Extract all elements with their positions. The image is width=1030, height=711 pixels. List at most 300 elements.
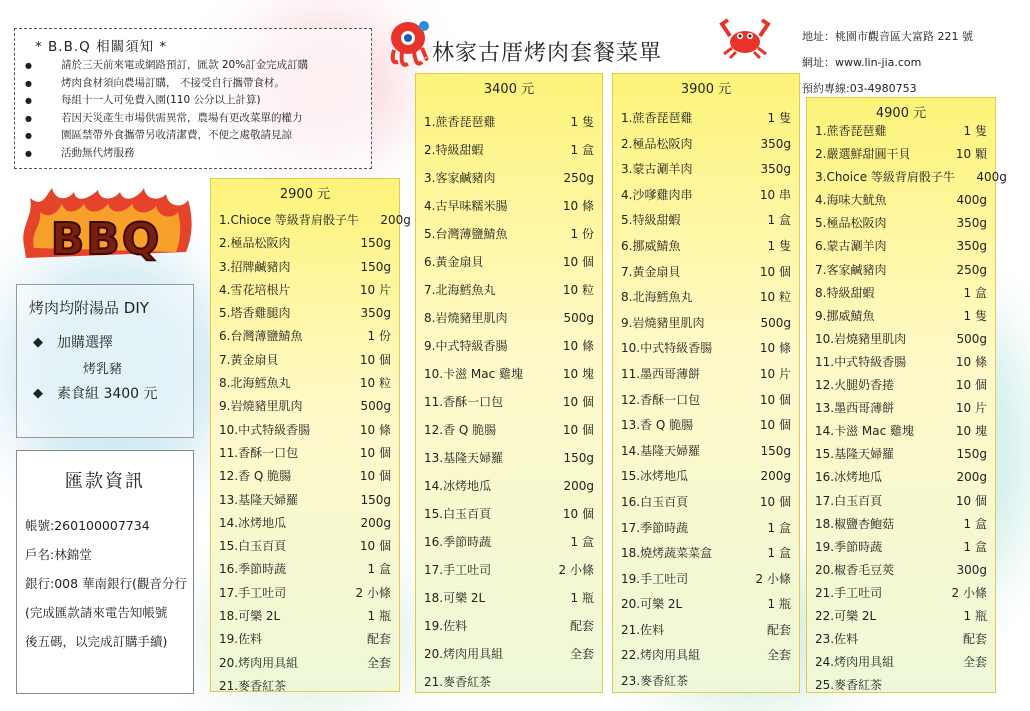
menu-item-qty: 10 塊 — [955, 424, 987, 439]
menu-item — [424, 248, 594, 276]
menu-item — [621, 592, 791, 618]
menu-item-name: 7.客家鹹豬肉 — [815, 262, 887, 277]
menu-item — [621, 388, 791, 414]
menu-item-name: 15.冰烤地瓜 — [621, 469, 689, 484]
menu-item-name: 6.黃金扇貝 — [424, 255, 484, 269]
menu-item-qty: 1 盒 — [963, 285, 987, 300]
menu-item — [815, 305, 987, 328]
menu-item-qty: 10 串 — [759, 187, 791, 202]
diy-option-label: 加購選擇 — [57, 335, 113, 351]
menu-item — [424, 164, 594, 192]
menu-item-name: 13.香 Q 脆腸 — [621, 418, 694, 433]
menu-item-name: 11.中式特級香腸 — [815, 354, 907, 369]
menu-item-qty: 10 個 — [759, 418, 791, 433]
menu-item — [424, 584, 594, 612]
menu-item-qty: 全套 — [766, 648, 791, 663]
menu-item-name: 12.火腿奶香捲 — [815, 378, 895, 393]
menu-item-qty: 150g — [563, 451, 594, 465]
menu-item-qty: 150g — [360, 492, 391, 507]
menu-price: 2900 元 — [279, 187, 331, 202]
menu-item-name: 5.特級甜蝦 — [621, 213, 681, 228]
menu-item-qty: 10 個 — [955, 493, 987, 508]
menu-item-name: 11.墨西哥薄餅 — [621, 366, 701, 381]
menu-item — [424, 416, 594, 444]
menu-item — [424, 472, 594, 500]
menu-item-qty: 10 顆 — [955, 147, 987, 162]
bank-name: 銀行:008 華南銀行(觀音分行 — [25, 576, 187, 591]
menu-item — [621, 567, 791, 593]
menu-item-qty: 350g — [760, 136, 791, 151]
menu-item-qty: 10 個 — [562, 255, 594, 269]
menu-item-qty: 1 瓶 — [767, 597, 791, 612]
menu-item-qty: 10 個 — [562, 507, 594, 521]
menu-item — [219, 465, 391, 488]
menu-item-name: 3.Choice 等級背肩骰子牛 — [815, 170, 955, 185]
menu-item — [621, 669, 791, 695]
menu-item-qty: 1 瓶 — [570, 591, 594, 605]
menu-item — [621, 336, 791, 362]
menu-item-qty: 500g — [563, 311, 594, 325]
menu-item-name: 18.可樂 2L — [219, 609, 281, 624]
menu-item-name: 12.香酥一口包 — [621, 392, 701, 407]
menu-item-qty: 1 盒 — [963, 516, 987, 531]
menu-item-qty: 1 盒 — [367, 562, 391, 577]
menu-item-qty: 200g — [380, 213, 411, 227]
menu-item-qty: 1 盒 — [767, 213, 791, 228]
menu-item — [424, 304, 594, 332]
menu-item — [621, 541, 791, 567]
menu-item — [815, 328, 987, 351]
menu-item — [219, 325, 391, 348]
menu-item-name: 1.蔗香琵琶雞 — [815, 124, 887, 138]
diy-option — [27, 383, 183, 403]
menu-item-qty: 全套 — [366, 655, 391, 670]
menu-item-qty: 1 盒 — [767, 520, 791, 535]
menu-column — [612, 73, 800, 693]
menu-item-name: 21.手工吐司 — [815, 585, 883, 600]
logo-text: BBQ — [50, 214, 162, 265]
notice-item — [25, 145, 361, 163]
menu-item-qty: 250g — [956, 262, 987, 277]
notice-item — [25, 57, 361, 75]
menu-item — [424, 444, 594, 472]
menu-item — [815, 536, 987, 559]
menu-item-qty: 配套 — [366, 632, 391, 647]
remittance-box — [16, 450, 194, 694]
notice-text: 請於三天前來電或網路預訂，匯款 20%訂金完成訂購 — [61, 59, 309, 71]
menu-item-name: 16.冰烤地瓜 — [815, 470, 883, 485]
menu-item-qty — [935, 674, 987, 697]
notice-item — [25, 92, 361, 110]
menu-item-qty: 400g — [956, 193, 987, 208]
menu-item — [815, 189, 987, 212]
menu-item — [815, 143, 987, 166]
octopus-icon — [386, 18, 430, 70]
menu-item-name: 2.極品松阪肉 — [219, 236, 291, 251]
menu-item-qty: 配套 — [569, 619, 594, 633]
menu-item — [219, 512, 391, 535]
diy-option-label: 素食組 3400 元 — [57, 386, 158, 402]
menu-item-name: 24.烤肉用具組 — [815, 655, 895, 670]
menu-item-name: 19.手工吐司 — [621, 571, 689, 586]
menu-item-name: 8.岩燒豬里肌肉 — [424, 311, 508, 325]
menu-item-qty: 10 塊 — [562, 367, 594, 381]
menu-item — [219, 535, 391, 558]
menu-item — [815, 443, 987, 466]
menu-item-qty: 350g — [956, 239, 987, 254]
menu-item-qty: 2 小條 — [951, 585, 987, 600]
menu-item-name: 14.冰烤地瓜 — [424, 479, 492, 493]
menu-item-name: 16.白玉百頁 — [621, 494, 689, 509]
menu-item — [815, 628, 987, 651]
notice-text: 若因天災產生市場供需異常，農場有更改菜單的權力 — [61, 111, 303, 124]
menu-item-qty: 200g — [760, 469, 791, 484]
menu-item-qty: 10 個 — [562, 423, 594, 437]
menu-item — [219, 279, 391, 302]
menu-item-qty: 150g — [760, 443, 791, 458]
menu-item-qty: 10 片 — [359, 282, 391, 297]
menu-item — [815, 282, 987, 305]
menu-item-qty: 10 個 — [359, 539, 391, 554]
notice-text: 活動無代烤服務 — [61, 146, 135, 159]
menu-item-qty: 2 小條 — [755, 571, 791, 586]
menu-item — [815, 651, 987, 674]
menu-item — [424, 668, 594, 696]
contact-info — [802, 24, 973, 102]
notice-text: 烤肉食材須向農場訂購， 不接受自行攜帶食材。 — [61, 76, 285, 89]
menu-item-qty: 350g — [760, 162, 791, 177]
menu-item-name: 20.烤肉用具組 — [424, 647, 504, 661]
website: 網址：www.lin-jia.com — [802, 56, 922, 69]
menu-item-name: 5.台灣薄鹽鯖魚 — [424, 227, 508, 241]
menu-item-name: 17.手工吐司 — [219, 585, 287, 600]
menu-item-name: 2.極品松阪肉 — [621, 136, 693, 151]
address: 地址：桃園市觀音區大富路 221 號 — [802, 30, 973, 43]
notice-heading: * B.B.Q 相關須知 * — [35, 39, 168, 55]
notice-list — [25, 57, 361, 162]
menu-item — [621, 285, 791, 311]
menu-item-name: 8.北海鱈魚丸 — [219, 376, 291, 391]
menu-item — [815, 166, 1007, 189]
menu-item — [424, 108, 594, 136]
menu-item-name: 3.客家鹹豬肉 — [424, 171, 496, 185]
menu-item-name: 5.極品松阪肉 — [815, 216, 887, 231]
menu-item — [621, 106, 791, 132]
menu-item — [219, 582, 391, 605]
menu-item-name: 2.特級甜蝦 — [424, 143, 484, 157]
menu-item-qty: 1 瓶 — [367, 609, 391, 624]
menu-item — [621, 132, 791, 158]
menu-item-qty: 10 個 — [359, 469, 391, 484]
menu-item — [219, 442, 391, 465]
menu-item-qty: 10 粒 — [759, 290, 791, 305]
menu-item-name: 19.佐料 — [219, 632, 263, 647]
menu-item-qty: 10 個 — [759, 392, 791, 407]
menu-item-name: 18.椒鹽杏鮑菇 — [815, 516, 895, 531]
menu-item — [815, 582, 987, 605]
menu-price: 4900 元 — [875, 106, 927, 121]
menu-item — [424, 360, 594, 388]
menu-item-qty: 10 條 — [562, 199, 594, 213]
menu-item — [424, 388, 594, 416]
menu-item-qty: 10 個 — [562, 395, 594, 409]
menu-item — [424, 192, 594, 220]
menu-item-name: 15.基隆天婦羅 — [815, 447, 895, 462]
menu-item-name: 5.塔香雞腿肉 — [219, 306, 291, 321]
menu-item-name: 22.可樂 2L — [815, 608, 877, 623]
bullet-icon: ● — [25, 78, 32, 88]
menu-item-qty: 10 片 — [759, 366, 791, 381]
menu-item-name: 9.中式特級香腸 — [424, 339, 508, 353]
notice-item — [25, 75, 361, 93]
menu-item-name: 9.挪威鯖魚 — [815, 308, 875, 323]
menu-item — [621, 362, 791, 388]
menu-item-name: 6.挪威鯖魚 — [621, 238, 681, 253]
menu-item — [219, 256, 391, 279]
menu-item — [815, 120, 987, 143]
menu-item-name: 11.香酥一口包 — [219, 445, 299, 460]
menu-item-name: 20.椒香毛豆莢 — [815, 562, 895, 577]
menu-price: 3400 元 — [483, 82, 535, 97]
menu-item — [621, 208, 791, 234]
crab-icon — [720, 14, 770, 60]
menu-item-qty — [339, 675, 391, 698]
menu-item-qty: 10 粒 — [359, 376, 391, 391]
menu-item — [621, 234, 791, 260]
title-area — [382, 14, 782, 74]
menu-item-qty: 1 隻 — [963, 308, 987, 323]
menu-item-name: 13.基隆天婦羅 — [219, 492, 299, 507]
notice-text: 園區禁帶外食攜帶另收清潔費，不便之處敬請見諒 — [61, 129, 292, 141]
diy-option-sub: 烤乳豬 — [83, 362, 123, 377]
menu-item — [219, 489, 391, 512]
menu-item-name: 7.黃金扇貝 — [219, 352, 279, 367]
menu-item-qty: 1 隻 — [570, 115, 594, 129]
menu-item — [219, 395, 391, 418]
menu-item — [621, 643, 791, 669]
menu-item-qty: 400g — [976, 170, 1007, 185]
menu-item-name: 14.基隆天婦羅 — [621, 443, 701, 458]
menu-item-qty: 200g — [956, 470, 987, 485]
menu-item — [815, 559, 987, 582]
menu-item-name: 13.墨西哥薄餅 — [815, 401, 895, 416]
diy-box — [16, 284, 194, 438]
menu-item — [219, 349, 391, 372]
menu-item — [815, 490, 987, 513]
menu-price: 3900 元 — [680, 82, 732, 97]
menu-item-name: 15.白玉百頁 — [424, 507, 492, 521]
menu-item — [424, 612, 594, 640]
menu-item — [424, 332, 594, 360]
diamond-bullet-icon: ◆ — [33, 334, 43, 350]
phone: 預約專線:03-4980753 — [802, 82, 917, 95]
menu-item-name: 14.卡滋 Mac 雞塊 — [815, 424, 915, 439]
menu-item-qty: 1 隻 — [767, 238, 791, 253]
diy-option — [27, 332, 183, 352]
menu-item-qty: 1 盒 — [963, 539, 987, 554]
menu-item — [424, 500, 594, 528]
menu-item — [219, 675, 391, 698]
menu-item — [219, 652, 391, 675]
account-name: 戶名:林錦堂 — [25, 547, 92, 562]
menu-item-name: 12.香 Q 脆腸 — [219, 469, 292, 484]
menu-item-name: 20.烤肉用具組 — [219, 655, 299, 670]
menu-item-name: 25.麥香紅茶 — [815, 678, 883, 693]
menu-item — [621, 260, 791, 286]
account-number: 帳號:260100007734 — [25, 518, 150, 533]
remittance-note: 後五碼，以完成訂購手續) — [25, 634, 168, 649]
menu-item-qty: 全套 — [962, 655, 987, 670]
notice-item — [25, 127, 361, 145]
menu-item-name: 4.沙嗲雞肉串 — [621, 187, 693, 202]
diy-heading: 烤肉均附湯品 DIY — [29, 299, 149, 317]
menu-item-name: 7.北海鱈魚丸 — [424, 283, 496, 297]
menu-item-name: 1.蔗香琵琶雞 — [424, 115, 496, 129]
menu-item-qty: 10 個 — [359, 352, 391, 367]
menu-item-name: 6.台灣薄鹽鯖魚 — [219, 329, 303, 344]
menu-item-name: 11.香酥一口包 — [424, 395, 504, 409]
menu-item-qty: 10 條 — [562, 339, 594, 353]
menu-item — [424, 640, 594, 668]
menu-item-qty: 1 瓶 — [963, 608, 987, 623]
menu-item-name: 7.黃金扇貝 — [621, 264, 681, 279]
menu-item — [815, 351, 987, 374]
menu-item-qty: 10 個 — [955, 378, 987, 393]
menu-item — [424, 556, 594, 584]
menu-item-qty: 1 份 — [570, 227, 594, 241]
page-title: 林家古厝烤肉套餐菜單 — [432, 41, 663, 66]
menu-item — [621, 490, 791, 516]
menu-item — [815, 674, 987, 697]
menu-item-name: 17.白玉百頁 — [815, 493, 883, 508]
menu-item — [219, 372, 391, 395]
menu-item-qty: 150g — [360, 259, 391, 274]
menu-column — [806, 97, 1007, 693]
menu-item — [219, 558, 391, 581]
menu-item-name: 6.蒙古涮羊肉 — [815, 239, 887, 254]
menu-item-qty: 10 條 — [359, 422, 391, 437]
menu-item — [815, 397, 987, 420]
menu-item-qty: 全套 — [569, 647, 594, 661]
menu-item-qty: 1 盒 — [767, 546, 791, 561]
menu-item-name: 15.白玉百頁 — [219, 539, 287, 554]
menu-item-qty: 10 條 — [955, 354, 987, 369]
diamond-bullet-icon: ◆ — [33, 385, 43, 401]
menu-item-qty: 150g — [956, 447, 987, 462]
menu-item — [424, 528, 594, 556]
menu-item-qty: 10 個 — [759, 264, 791, 279]
menu-item-qty — [731, 669, 791, 695]
menu-item-name: 10.中式特級香腸 — [621, 341, 713, 356]
menu-item-name: 23.麥香紅茶 — [621, 674, 689, 689]
menu-item — [815, 466, 987, 489]
menu-item-qty: 500g — [956, 331, 987, 346]
menu-item-name: 18.可樂 2L — [424, 591, 486, 605]
menu-item-name: 21.佐料 — [621, 622, 665, 637]
menu-item — [815, 235, 987, 258]
bullet-icon: ● — [25, 96, 32, 105]
menu-item-qty: 10 個 — [359, 445, 391, 460]
menu-item — [621, 311, 791, 337]
menu-item-name: 22.烤肉用具組 — [621, 648, 701, 663]
menu-item — [621, 439, 791, 465]
menu-item-qty: 10 片 — [955, 401, 987, 416]
menu-item-name: 1.Chioce 等級背肩骰子牛 — [219, 213, 359, 227]
menu-item-name: 10.岩燒豬里肌肉 — [815, 331, 907, 346]
menu-item-qty: 1 隻 — [767, 111, 791, 125]
menu-item-qty: 150g — [360, 236, 391, 251]
menu-item-name: 8.北海鱈魚丸 — [621, 290, 693, 305]
menu-item-name: 4.雪花培根片 — [219, 282, 291, 297]
menu-item-name: 13.基隆天婦羅 — [424, 451, 504, 465]
notice-item — [25, 110, 361, 128]
menu-item-name: 23.佐料 — [815, 632, 859, 647]
menu-item — [219, 302, 391, 325]
menu-item-name: 4.古早味糯米腸 — [424, 199, 508, 213]
menu-item-qty: 500g — [760, 315, 791, 330]
menu-item-name: 16.季節時蔬 — [424, 535, 492, 549]
bullet-icon: ● — [25, 148, 32, 158]
menu-item-qty: 配套 — [766, 622, 791, 637]
menu-item — [219, 209, 411, 232]
menu-item-name: 3.招牌鹹豬肉 — [219, 259, 291, 274]
menu-item-qty: 1 份 — [367, 329, 391, 344]
menu-item — [424, 276, 594, 304]
menu-item-name: 2.嚴選鮮甜圓干貝 — [815, 147, 911, 162]
menu-item-name: 17.手工吐司 — [424, 563, 492, 577]
menu-item — [815, 259, 987, 282]
menu-item-qty: 200g — [563, 479, 594, 493]
menu-item-name: 14.冰烤地瓜 — [219, 515, 287, 530]
menu-item — [424, 136, 594, 164]
menu-item-qty: 350g — [360, 306, 391, 321]
menu-item-qty — [534, 668, 594, 696]
menu-item-qty: 300g — [956, 562, 987, 577]
menu-item — [815, 605, 987, 628]
menu-item-qty: 250g — [563, 171, 594, 185]
menu-item — [621, 464, 791, 490]
menu-item-name: 19.佐料 — [424, 619, 468, 633]
menu-item-name: 10.中式特級香腸 — [219, 422, 311, 437]
menu-item-name: 1.蔗香琵琶雞 — [621, 111, 693, 125]
menu-item-qty: 10 個 — [759, 494, 791, 509]
menu-item — [621, 183, 791, 209]
menu-item — [621, 516, 791, 542]
menu-item-name: 20.可樂 2L — [621, 597, 683, 612]
bbq-flame-logo-icon — [16, 186, 196, 270]
menu-item-name: 8.特級甜蝦 — [815, 285, 875, 300]
menu-item — [815, 212, 987, 235]
menu-item-qty: 2 小條 — [558, 563, 594, 577]
menu-item — [815, 374, 987, 397]
menu-item — [621, 157, 791, 183]
bbq-logo — [16, 186, 196, 270]
menu-item-name: 9.岩燒豬里肌肉 — [219, 399, 303, 414]
menu-item — [219, 605, 391, 628]
bullet-icon: ● — [25, 61, 32, 70]
menu-item-qty: 1 隻 — [963, 124, 987, 138]
menu-item — [815, 420, 987, 443]
menu-item — [621, 413, 791, 439]
menu-item-qty: 1 盒 — [570, 535, 594, 549]
menu-item-name: 12.香 Q 脆腸 — [424, 423, 497, 437]
menu-item-name: 9.岩燒豬里肌肉 — [621, 315, 705, 330]
menu-item-qty: 500g — [360, 399, 391, 414]
menu-column — [210, 178, 411, 693]
menu-item-qty: 350g — [956, 216, 987, 231]
menu-item-qty: 配套 — [962, 632, 987, 647]
menu-item-name: 4.海味大魷魚 — [815, 193, 887, 208]
